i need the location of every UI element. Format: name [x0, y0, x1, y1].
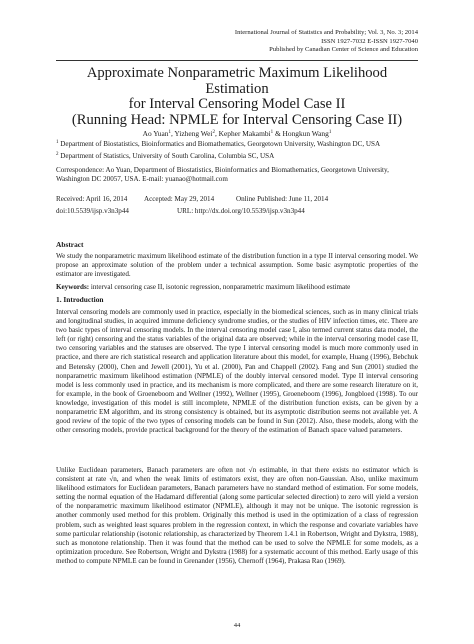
journal-issn: ISSN 1927-7032 E-ISSN 1927-7040 [321, 37, 418, 45]
affiliation [56, 152, 418, 161]
keywords-label: Keywords: [56, 283, 90, 291]
author-name: Hongkun Wang [282, 129, 329, 138]
accepted-date: Accepted: May 29, 2014 [144, 195, 215, 203]
journal-header [235, 29, 418, 55]
publication-dates [56, 195, 418, 218]
title-line-2: for Interval Censoring Model Case II [128, 96, 346, 113]
title-line-3: (Running Head: NPMLE for Interval Censoring Case II) [71, 111, 403, 128]
online-date: Online Published: June 11, 2014 [236, 195, 329, 203]
affiliation-mark: 2 [56, 151, 59, 157]
affiliation [56, 140, 418, 149]
keywords-text: interval censoring case II, isotonic regression, nonparametric maximum likelihood estimate [89, 283, 351, 291]
author-name: Ao Yuan [142, 129, 169, 138]
title-line-1: Approximate Nonparametric Maximum Likelihood Estimation [86, 65, 388, 97]
dates-row [56, 195, 418, 207]
author-name: Kepher Makambi [218, 129, 271, 138]
keywords [56, 283, 418, 292]
affiliation-text: Department of Statistics, University of South Carolina, Columbia SC, USA [58, 151, 275, 160]
journal-page [56, 0, 418, 644]
author-separator: , [214, 129, 219, 138]
journal-publisher: Published by Canadian Center of Science and Education [269, 46, 418, 54]
introduction-paragraph-1: Interval censoring models are commonly used in practice, especially in the biomedical sciences, such as in many clinical trials and longitudinal studies, in acquired immune deficiency syndrome studies, or the studies of HIV infection times, etc. There are two basic types of interval censoring models. In the interval censoring model case I, also termed current status data model, the left (or right) censoring and the status variables of the original data are observed; while in the interval censoring model case II, two censoring variables and the statuses are observed. The type I interval censoring model is much more commonly used in practice, and there are rich statistical research and application literature about this model, for example, Huang (1996), Bebchuk and Betensky (2000), Chen and Jewell (2001), Yu et al. (2000), Pan and Chappell (2002). Fang and Sun (2001) studied the nonparametric maximum likelihood estimation (NPMLE) of the doubly interval censored model. Type II interval censoring model is less commonly used in practice, and its mechanism is more complicated, and there are some research literature on it, for example, in the book of Groeneboom and Wellner (1992), Wellner (1995), Groeneboom (1996), Jongbloed (1998). To our knowledge, investigation of this model is still incomplete, NPMLE of the distribution function exists, can be given by a nonparametric EM algorithm, and its strong consistency is obtained, but its asymptotic distribution seems not available yet. A good review of the topic of the two types of censoring models can be found in Sun (2012). Also, these models, along with the other censoring models, provide practical background for the theory of the estimation of Banach space valued parameters. [56, 308, 418, 435]
abstract-heading: Abstract [56, 240, 84, 249]
paper-title [56, 66, 418, 128]
received-date: Received: April 16, 2014 [56, 195, 128, 203]
author-separator: , [170, 129, 175, 138]
correspondence-line-1: Correspondence: Ao Yuan, Department of Biostatistics, Bioinformatics and Biomathematics, Georgetown University, [56, 166, 389, 174]
affiliation-mark: 1 [56, 140, 59, 145]
header-rule [56, 60, 418, 61]
page-number: 44 [233, 622, 241, 629]
doi-text: doi:10.5539/ijsp.v3n3p44 [56, 206, 129, 215]
correspondence-line-2: Washington DC 20057, USA. E-mail: yuanao@hotmail.com [56, 175, 228, 184]
author-affil-mark: 1 [270, 130, 274, 135]
correspondence [56, 166, 418, 184]
author-list [56, 129, 418, 138]
author-separator: & [273, 129, 283, 138]
affiliation-text: Department of Biostatistics, Bioinformatics and Biomathematics, Georgetown University, Washington DC, USA [58, 140, 381, 148]
journal-name: International Journal of Statistics and Probability; Vol. 3, No. 3; 2014 [234, 29, 418, 36]
doi-url[interactable]: URL: http://dx.doi.org/10.5539/ijsp.v3n3p44 [177, 206, 305, 215]
introduction-paragraph-2: Unlike Euclidean parameters, Banach parameters are often not √n estimable, in that there exists no estimator which is consistent at rate √n, and when the weak limits of estimators exist, they are often non-Gaussian. Also, unlike maximum likelihood estimators for Euclidean parameters, Banach parameters have no standard method of estimation. For some models, setting the normal equation of the Hadamard differential (along some particular selected direction) to zero will yield a version of the nonparametric maximum likelihood estimator (NPMLE), although it may not be unique. The isotonic regression is another commonly used method for this problem. Originally this method is used in the optimization of a class of regression problem, such as weighted least squares problem in the regression context, in which the response and covariate variables have some particular relationship (isotonic relationship, as characterized by Theorem 1.4.1 in Robertson, Wright and Dykstra, 1988), such as monotone relationship. Then it was found that the method can be used to solve the NPMLE for some models, as a optimization procedure. See Robertson, Wright and Dykstra (1988) for a systematic account of this method. Early usage of this method to compute NPMLE can be found in Grenander (1956), Chernoff (1964), Prakasa Rao (1969). [56, 466, 418, 565]
author-affil-mark: 1 [168, 130, 171, 135]
author-affil-mark: 2 [212, 130, 215, 135]
affiliations [56, 140, 418, 163]
doi-row [56, 207, 418, 219]
introduction-heading: 1. Introduction [56, 295, 104, 304]
author-affil-mark: 1 [328, 130, 332, 135]
author-name: Yizheng Wei [174, 129, 213, 138]
abstract-text: We study the nonparametric maximum likelihood estimate of the distribution function in a type II interval censoring model. We propose an approximate solution of the problem under a technical assumption. Some basic asymptotic properties of the estimator are investigated. [56, 252, 418, 279]
